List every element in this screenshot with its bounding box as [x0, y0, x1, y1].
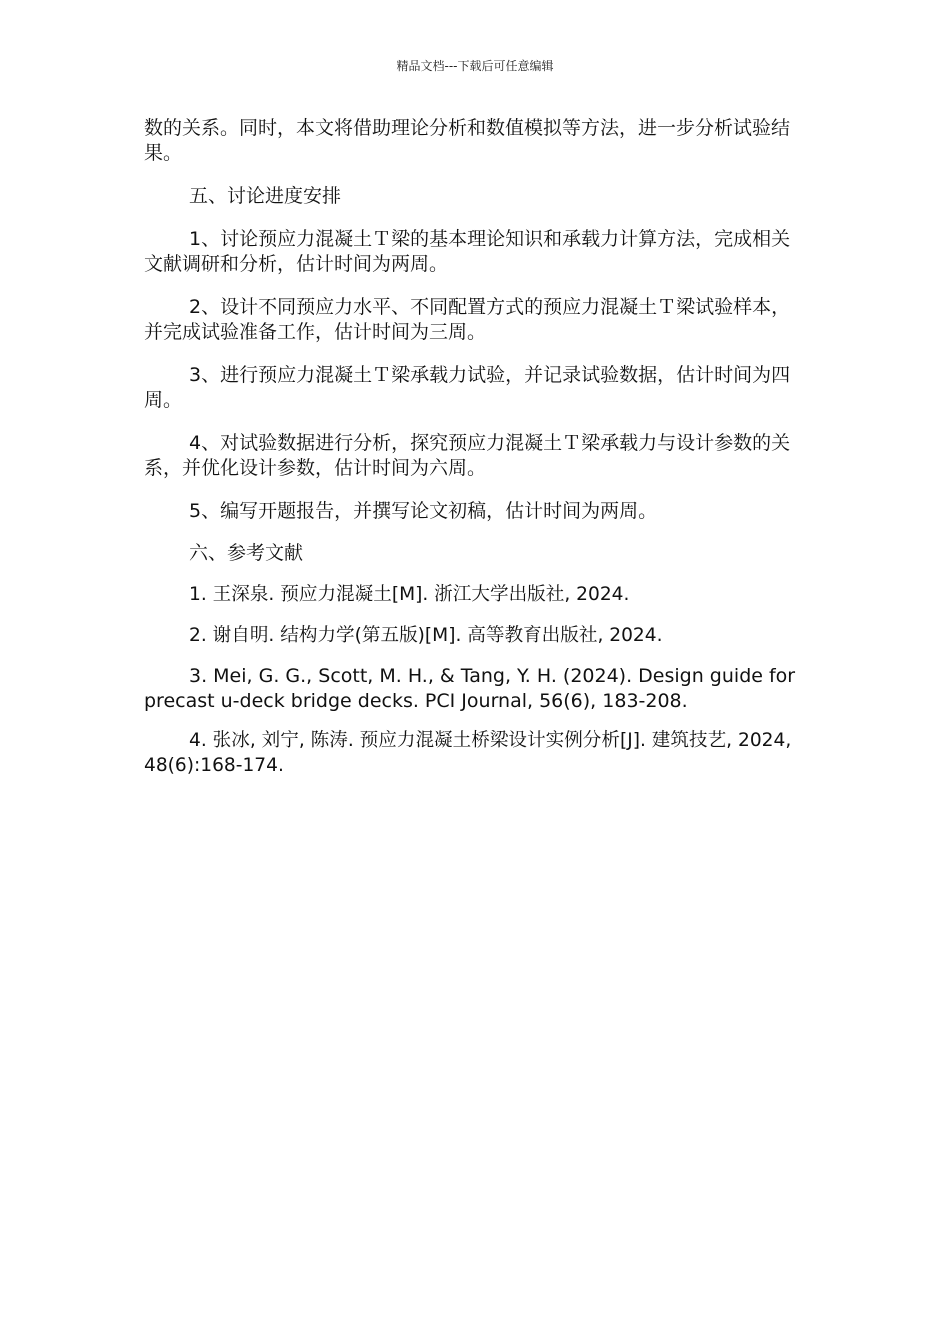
reference-item-1: 1. 王深泉. 预应力混凝土[M]. 浙江大学出版社, 2024. [189, 584, 630, 605]
schedule-item-1: 1、讨论预应力混凝土Ｔ梁的基本理论知识和承载力计算方法，完成相关文献调研和分析，估计时间为两周。 [144, 228, 791, 275]
document-body [144, 116, 809, 778]
reference-item-4: 4. 张冰, 刘宁, 陈涛. 预应力混凝土桥梁设计实例分析[J]. 建筑技艺, 2024, 48(6):168-174. [144, 730, 792, 776]
schedule-item-2: 2、设计不同预应力水平、不同配置方式的预应力混凝土Ｔ梁试验样本，并完成试验准备工作，估计时间为三周。 [144, 296, 791, 343]
schedule-item-3: 3、进行预应力混凝土Ｔ梁承载力试验，并记录试验数据，估计时间为四周。 [144, 364, 791, 411]
section-heading-references: 六、参考文献 [189, 542, 304, 564]
page-header: 精品文档---下载后可任意编辑 [396, 59, 554, 73]
schedule-item-4: 4、对试验数据进行分析，探究预应力混凝土Ｔ梁承载力与设计参数的关系，并优化设计参数，估计时间为六周。 [144, 432, 791, 479]
section-heading-schedule: 五、讨论进度安排 [189, 185, 342, 207]
schedule-item-5: 5、编写开题报告，并撰写论文初稿，估计时间为两周。 [189, 500, 658, 522]
reference-item-3: 3. Mei, G. G., Scott, M. H., & Tang, Y. H. (2024). Design guide for precast u-deck bridge decks. PCI Journal, 56(6), 183-208. [144, 665, 796, 712]
reference-item-2: 2. 谢自明. 结构力学(第五版)[M]. 高等教育出版社, 2024. [189, 624, 663, 646]
continuation-paragraph: 数的关系。同时，本文将借助理论分析和数值模拟等方法，进一步分析试验结果。 [144, 117, 791, 164]
